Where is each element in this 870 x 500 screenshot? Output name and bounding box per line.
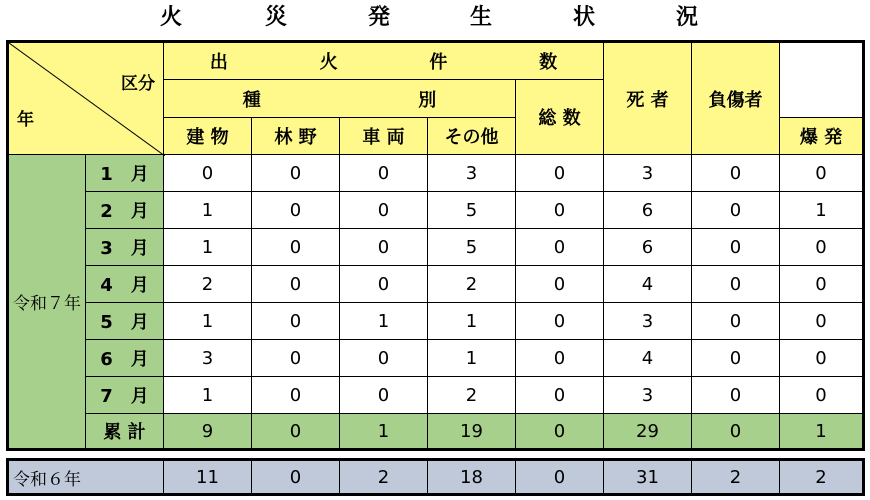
month-row: [8, 192, 864, 229]
year-group-label: 令和７年: [8, 155, 86, 450]
value-cell: 0: [516, 303, 604, 340]
injured-header: 負傷者: [692, 42, 780, 155]
shubetsu-header: [164, 80, 516, 118]
value-cell: 0: [692, 155, 780, 192]
month-row: [8, 229, 864, 266]
previous-year-table: [6, 458, 865, 496]
value-cell: 4: [604, 340, 692, 377]
value-cell: 1: [780, 192, 864, 229]
value-cell: 6: [604, 229, 692, 266]
value-cell: 1: [428, 340, 516, 377]
value-cell: 0: [252, 266, 340, 303]
previous-value: 11: [164, 460, 252, 495]
value-cell: 0: [516, 340, 604, 377]
value-cell: 0: [780, 229, 864, 266]
nen-label: 年: [17, 110, 34, 130]
previous-value: 2: [692, 460, 780, 495]
month-label: 6 月: [86, 340, 164, 377]
month-label: 3 月: [86, 229, 164, 266]
type-header-vehicle: 車 両: [340, 118, 428, 155]
value-cell: 0: [340, 229, 428, 266]
value-cell: 0: [252, 192, 340, 229]
value-cell: 0: [516, 229, 604, 266]
value-cell: 3: [164, 340, 252, 377]
kubun-label: 区分: [121, 74, 155, 94]
value-cell: 0: [252, 229, 340, 266]
value-cell: 0: [780, 266, 864, 303]
total-header: 総 数: [516, 80, 604, 155]
title-char: 況: [676, 5, 699, 30]
month-row: [8, 377, 864, 414]
value-cell: 1: [164, 303, 252, 340]
value-cell: 0: [340, 377, 428, 414]
previous-value: 0: [516, 460, 604, 495]
month-row: [8, 340, 864, 377]
type-header-forest: 林 野: [252, 118, 340, 155]
shukka-char: 火: [319, 52, 338, 73]
value-cell: 5: [428, 192, 516, 229]
previous-value: 2: [780, 460, 864, 495]
value-cell: 0: [516, 377, 604, 414]
value-cell: 1: [340, 303, 428, 340]
value-cell: 2: [428, 266, 516, 303]
value-cell: 5: [428, 229, 516, 266]
value-cell: 0: [780, 340, 864, 377]
cumulative-value: 29: [604, 414, 692, 450]
cumulative-value: 9: [164, 414, 252, 450]
value-cell: 1: [164, 377, 252, 414]
value-cell: 0: [692, 192, 780, 229]
page-title: [0, 0, 870, 40]
value-cell: 0: [340, 340, 428, 377]
value-cell: 0: [692, 229, 780, 266]
value-cell: 1: [164, 229, 252, 266]
month-row: [8, 303, 864, 340]
value-cell: 0: [692, 303, 780, 340]
shukka-char: 件: [429, 52, 448, 73]
cumulative-value: 19: [428, 414, 516, 450]
corner-header-cell: [8, 42, 164, 155]
title-char: 火: [160, 5, 183, 30]
month-label: 1 月: [86, 155, 164, 192]
value-cell: 0: [164, 155, 252, 192]
value-cell: 0: [516, 155, 604, 192]
value-cell: 0: [780, 303, 864, 340]
cumulative-label: 累 計: [86, 414, 164, 450]
cumulative-row: [8, 414, 864, 450]
value-cell: 4: [604, 266, 692, 303]
value-cell: 0: [340, 266, 428, 303]
value-cell: 0: [252, 155, 340, 192]
value-cell: 0: [252, 340, 340, 377]
type-header-building: 建 物: [164, 118, 252, 155]
previous-value: 2: [340, 460, 428, 495]
type-header-explosion: 爆 発: [780, 118, 864, 155]
shubetsu-char: 別: [418, 89, 437, 111]
dead-header: 死 者: [604, 42, 692, 155]
cumulative-value: 1: [340, 414, 428, 450]
fire-statistics-table: [6, 40, 865, 451]
value-cell: 3: [428, 155, 516, 192]
previous-value: 0: [252, 460, 340, 495]
value-cell: 0: [252, 377, 340, 414]
value-cell: 3: [604, 155, 692, 192]
cumulative-value: 0: [692, 414, 780, 450]
month-label: 2 月: [86, 192, 164, 229]
diagonal-line: [9, 43, 165, 156]
value-cell: 3: [604, 377, 692, 414]
type-header-other: その他: [428, 118, 516, 155]
value-cell: 1: [428, 303, 516, 340]
shukka-char: 数: [539, 52, 558, 73]
month-row: [8, 155, 864, 192]
value-cell: 0: [516, 266, 604, 303]
month-label: 7 月: [86, 377, 164, 414]
value-cell: 0: [340, 155, 428, 192]
title-char: 発: [368, 5, 391, 30]
title-char: 状: [573, 5, 596, 30]
value-cell: 2: [428, 377, 516, 414]
value-cell: 0: [340, 192, 428, 229]
month-row: [8, 266, 864, 303]
previous-value: 18: [428, 460, 516, 495]
value-cell: 0: [692, 377, 780, 414]
value-cell: 1: [164, 192, 252, 229]
title-char: 災: [265, 5, 288, 30]
shukka-header: [164, 42, 604, 80]
value-cell: 3: [604, 303, 692, 340]
value-cell: 0: [780, 377, 864, 414]
value-cell: 0: [780, 155, 864, 192]
value-cell: 6: [604, 192, 692, 229]
previous-year-label: 令和６年: [8, 460, 164, 495]
value-cell: 0: [516, 192, 604, 229]
value-cell: 0: [252, 303, 340, 340]
previous-value: 31: [604, 460, 692, 495]
value-cell: 0: [692, 340, 780, 377]
cumulative-value: 0: [252, 414, 340, 450]
value-cell: 0: [692, 266, 780, 303]
value-cell: 2: [164, 266, 252, 303]
title-char: 生: [470, 5, 493, 30]
cumulative-value: 1: [780, 414, 864, 450]
shubetsu-char: 種: [242, 89, 261, 111]
cumulative-value: 0: [516, 414, 604, 450]
shukka-char: 出: [209, 52, 228, 73]
month-label: 5 月: [86, 303, 164, 340]
month-label: 4 月: [86, 266, 164, 303]
